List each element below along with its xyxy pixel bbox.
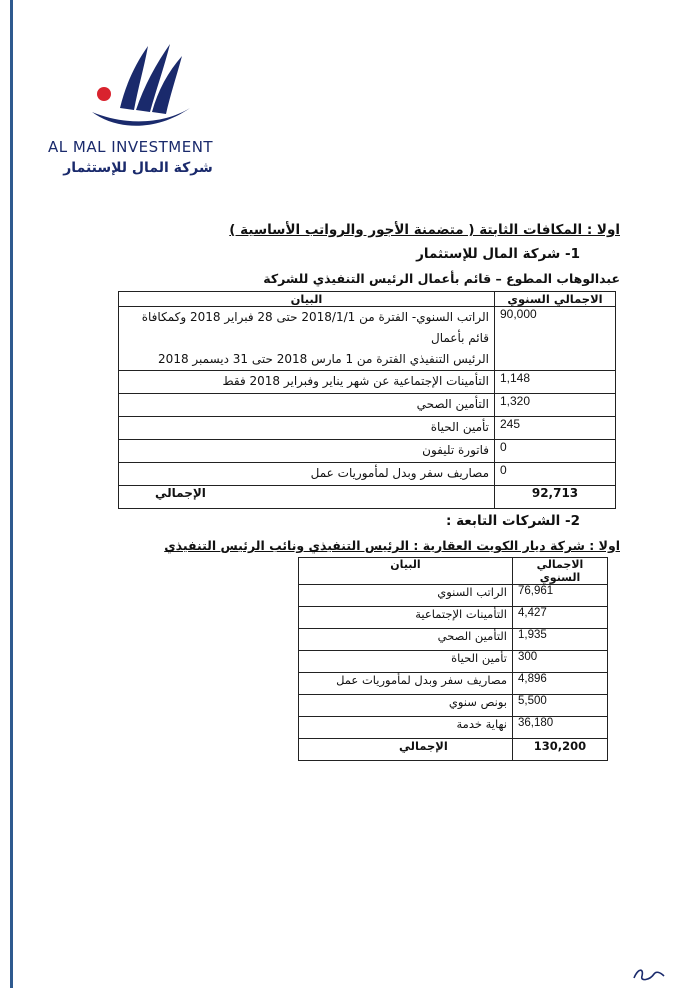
table-row <box>119 440 616 463</box>
description-line: الراتب السنوي- الفترة من 2018/1/1 حتى 28 فبراير 2018 وكمكافاة قائم بأعمال <box>141 310 489 345</box>
amount-cell: 0 <box>495 463 616 486</box>
amount-cell: 36,180 <box>513 717 608 739</box>
description-cell: مصاريف سفر وبدل لمأموريات عمل <box>119 463 495 486</box>
amount-cell: 4,896 <box>513 673 608 695</box>
description-cell: تأمين الحياة <box>119 417 495 440</box>
al-mal-logo-mark-icon <box>86 38 196 138</box>
table-row <box>299 607 608 629</box>
company-logo <box>48 38 228 178</box>
amount-cell: 0 <box>495 440 616 463</box>
table-row <box>119 394 616 417</box>
section1-title: 1- شركة المال للإستثمار <box>416 246 580 262</box>
description-column-header: البيان <box>119 292 495 307</box>
table-row <box>299 717 608 739</box>
section2-subtitle: اولا : شركة ديار الكويت العقارية : الرئيس التنفيذي ونائب الرئيس التنفيذي <box>164 538 620 553</box>
table-row <box>299 673 608 695</box>
page-left-rule <box>10 0 13 988</box>
amount-cell: 300 <box>513 651 608 673</box>
table-row <box>119 417 616 440</box>
amount-cell: 5,500 <box>513 695 608 717</box>
description-cell: التأمين الصحي <box>119 394 495 417</box>
description-cell: التأمينات الإجتماعية عن شهر يناير وفبراير 2018 فقط <box>119 371 495 394</box>
section2-table <box>298 557 608 761</box>
section1-table <box>118 291 616 509</box>
description-cell: مصاريف سفر وبدل لمأموريات عمل <box>299 673 513 695</box>
amount-column-header: الاجمالي السنوي <box>495 292 616 307</box>
table-row <box>299 629 608 651</box>
description-column-header: البيان <box>299 558 513 585</box>
section1-person: عبدالوهاب المطوع – قائم بأعمال الرئيس التنفيذي للشركة <box>263 271 620 286</box>
total-label-cell: الإجمالي <box>299 739 513 761</box>
table-row <box>119 371 616 394</box>
table-row <box>299 651 608 673</box>
description-cell: بونص سنوي <box>299 695 513 717</box>
description-cell <box>119 307 495 371</box>
table-total-row <box>299 739 608 761</box>
description-cell: التأمين الصحي <box>299 629 513 651</box>
company-name-english: AL MAL INVESTMENT <box>48 138 214 156</box>
amount-cell: 245 <box>495 417 616 440</box>
table-total-row <box>119 486 616 509</box>
description-line: الرئيس التنفيذي الفترة من 1 مارس 2018 حتى 31 ديسمبر 2018 <box>158 352 489 366</box>
table-row <box>119 463 616 486</box>
amount-cell: 4,427 <box>513 607 608 629</box>
description-cell: نهاية خدمة <box>299 717 513 739</box>
amount-cell: 76,961 <box>513 585 608 607</box>
description-cell: الراتب السنوي <box>299 585 513 607</box>
table-row <box>299 695 608 717</box>
amount-cell: 1,320 <box>495 394 616 417</box>
amount-cell: 90,000 <box>495 307 616 371</box>
total-amount-cell: 92,713 <box>495 486 616 509</box>
total-amount-cell: 130,200 <box>513 739 608 761</box>
description-cell: فاتورة تليفون <box>119 440 495 463</box>
description-cell: التأمينات الإجتماعية <box>299 607 513 629</box>
section2-title: 2- الشركات التابعة : <box>446 513 580 529</box>
table-row <box>299 585 608 607</box>
amount-column-header: الاجمالي السنوي <box>513 558 608 585</box>
table-header-row <box>119 292 616 307</box>
company-name-arabic: شركة المال للإستثمار <box>63 160 213 176</box>
amount-cell: 1,935 <box>513 629 608 651</box>
handwritten-signature-icon <box>630 964 670 984</box>
total-label-cell: الإجمالي <box>119 486 495 509</box>
amount-cell: 1,148 <box>495 371 616 394</box>
table-row <box>119 307 616 371</box>
table-header-row <box>299 558 608 585</box>
main-heading: اولا : المكافات الثابتة ( متضمنة الأجور والرواتب الأساسية ) <box>229 222 620 238</box>
description-cell: تأمين الحياة <box>299 651 513 673</box>
